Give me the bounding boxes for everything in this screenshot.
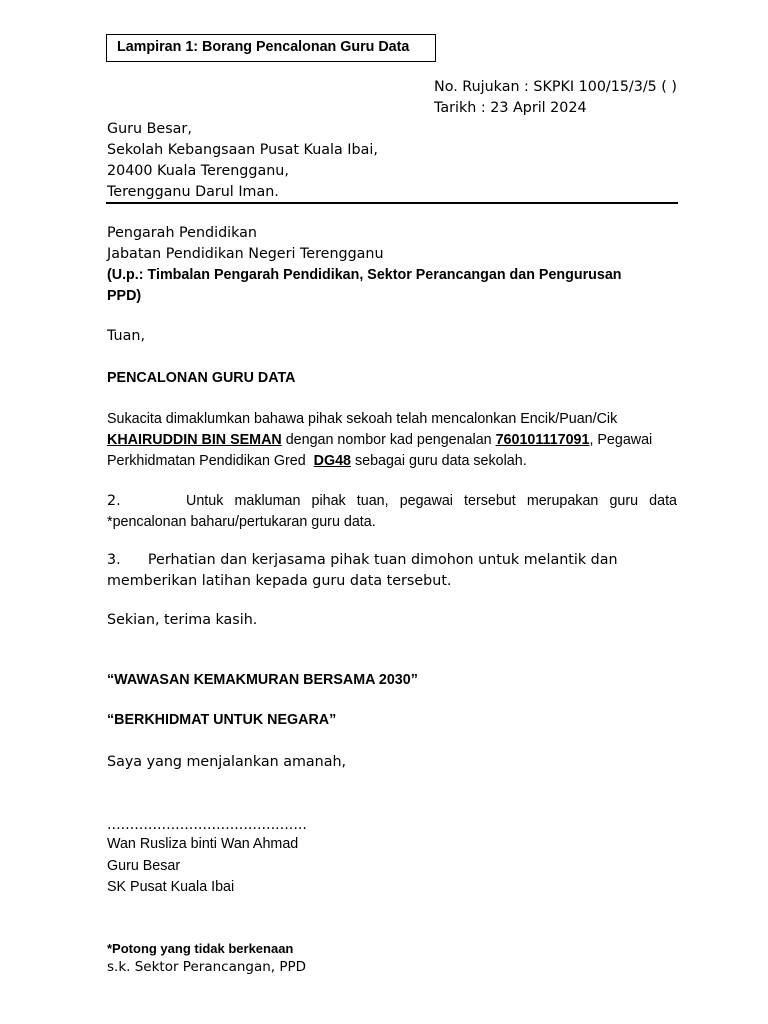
attachment-label: Lampiran 1: Borang Pencalonan Guru Data — [117, 39, 410, 55]
signatory-school: SK Pusat Kuala Ibai — [107, 879, 235, 895]
paragraph-text: dengan nombor kad pengenalan — [281, 432, 496, 448]
paragraph-text: sebagai guru data sekolah. — [351, 453, 527, 469]
footnote: *Potong yang tidak berkenaan — [107, 941, 294, 956]
grade-code: DG48 — [313, 453, 351, 469]
signatory-title: Guru Besar — [107, 858, 181, 874]
attachment-label-box — [106, 34, 436, 62]
sender-line: Terengganu Darul Iman. — [107, 184, 279, 200]
ic-number: 760101117091 — [495, 432, 590, 448]
attention-line: PPD) — [107, 288, 142, 304]
sender-line: 20400 Kuala Terengganu, — [107, 163, 289, 179]
paragraph-number: 2. — [107, 493, 121, 509]
copy-to-line: s.k. Sektor Perancangan, PPD — [107, 959, 307, 975]
sender-line: Guru Besar, — [107, 121, 192, 137]
paragraph-text: , Pegawai — [589, 432, 653, 448]
sender-line: Sekolah Kebangsaan Pusat Kuala Ibai, — [107, 142, 378, 158]
letter-subject: PENCALONAN GURU DATA — [107, 370, 296, 386]
attention-line: (U.p.: Timbalan Pengarah Pendidikan, Sektor Perancangan dan Pengurusan — [107, 267, 622, 283]
paragraph-line — [107, 430, 677, 451]
nominee-name: KHAIRUDDIN BIN SEMAN — [107, 432, 282, 448]
closing-remark: Sekian, terima kasih. — [107, 612, 258, 628]
paragraph-line: Untuk makluman pihak tuan, pegawai tersebut merupakan guru data — [186, 493, 677, 509]
recipient-line: Pengarah Pendidikan — [107, 225, 257, 241]
slogan-wawasan: “WAWASAN KEMAKMURAN BERSAMA 2030” — [107, 672, 418, 688]
amanah-line: Saya yang menjalankan amanah, — [107, 754, 347, 770]
header-divider — [106, 202, 678, 204]
paragraph-line: Sukacita dimaklumkan bahawa pihak sekoah telah mencalonkan Encik/Puan/Cik — [107, 411, 618, 427]
paragraph-line: *pencalonan baharu/pertukaran guru data. — [107, 514, 376, 530]
signatory-name: Wan Rusliza binti Wan Ahmad — [107, 836, 299, 852]
recipient-line: Jabatan Pendidikan Negeri Terengganu — [107, 246, 384, 262]
paragraph-line: memberikan latihan kepada guru data tersebut. — [107, 573, 452, 589]
reference-number: No. Rujukan : SKPKI 100/15/3/5 ( ) — [434, 79, 677, 95]
paragraph-text: Perkhidmatan Pendidikan Gred — [107, 453, 314, 469]
paragraph-line: 3. Perhatian dan kerjasama pihak tuan dimohon untuk melantik dan — [107, 552, 618, 568]
signature-line: ............................................ — [107, 817, 307, 833]
letter-date: Tarikh : 23 April 2024 — [434, 100, 587, 116]
paragraph-line — [107, 451, 527, 472]
slogan-berkhidmat: “BERKHIDMAT UNTUK NEGARA” — [107, 712, 337, 728]
salutation: Tuan, — [107, 328, 145, 344]
